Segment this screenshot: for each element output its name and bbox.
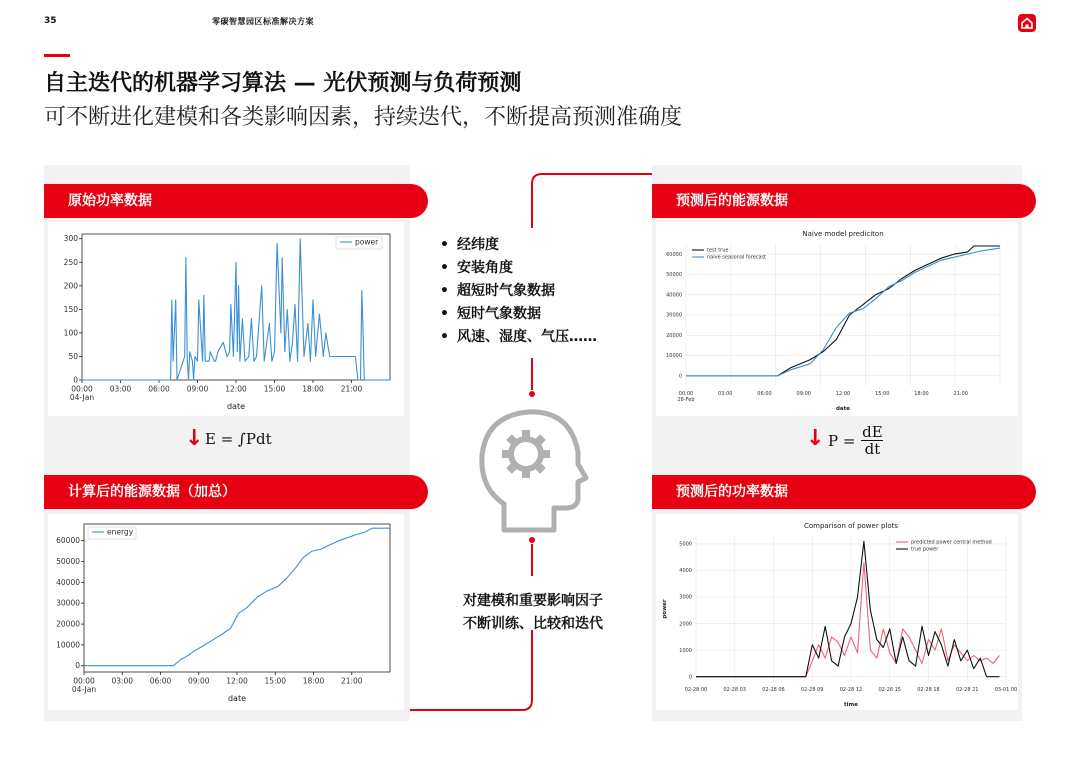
chart-title: Comparison of power plots bbox=[803, 522, 899, 530]
x-tick-label: 04-Jan bbox=[71, 685, 97, 694]
series-line-test-true bbox=[686, 246, 1000, 376]
y-tick-label: 10000 bbox=[666, 353, 682, 360]
x-tick-label: 15:00 bbox=[264, 676, 287, 686]
x-tick-label: 00:00 bbox=[678, 391, 694, 397]
y-tick-label: 50000 bbox=[666, 272, 682, 279]
y-tick-label: 60000 bbox=[666, 251, 682, 258]
y-tick-label: 4000 bbox=[679, 568, 692, 575]
x-tick-label: 09:00 bbox=[796, 391, 811, 397]
y-tick-label: 200 bbox=[63, 281, 78, 291]
formula-denominator: dt bbox=[864, 440, 881, 458]
formula-fraction bbox=[861, 424, 883, 457]
series-line-true-power bbox=[696, 541, 1000, 676]
y-tick-label: 250 bbox=[63, 257, 78, 267]
y-tick-label: 100 bbox=[63, 328, 78, 338]
document-title: 零碳智慧园区标准解决方案 bbox=[212, 17, 314, 26]
training-text-line: 不断训练、比较和迭代 bbox=[463, 616, 603, 632]
x-tick-label: 18:00 bbox=[302, 676, 325, 686]
x-tick-label: 09:00 bbox=[187, 676, 210, 686]
y-tick-label: 0 bbox=[688, 674, 692, 681]
legend-label: predicted power central method bbox=[911, 539, 992, 546]
factor-list bbox=[440, 234, 597, 349]
series-line-naive-seasonal-forecast bbox=[686, 248, 1000, 376]
banner-raw-power: 原始功率数据 bbox=[44, 184, 428, 218]
legend-label: test true bbox=[707, 247, 729, 254]
x-tick-label: 15:00 bbox=[263, 384, 286, 394]
legend-label: power bbox=[355, 237, 379, 247]
plot-frame bbox=[82, 234, 390, 380]
x-tick-label: 12:00 bbox=[226, 676, 248, 686]
y-tick-label: 0 bbox=[75, 661, 80, 671]
banner-predicted-power: 预测后的功率数据 bbox=[652, 475, 1036, 509]
chart-raw-power bbox=[48, 222, 404, 416]
y-tick-label: 1000 bbox=[679, 647, 692, 654]
x-tick-label: 04-Jan bbox=[69, 393, 95, 402]
training-text-line: 对建模和重要影响因子 bbox=[463, 593, 603, 609]
y-axis-label: power bbox=[662, 599, 668, 619]
formula-numerator: dE bbox=[862, 423, 883, 441]
factor-item: • 风速、湿度、气压…… bbox=[440, 326, 597, 349]
chart-computed-energy bbox=[48, 514, 404, 710]
chart-predicted-energy-svg bbox=[656, 222, 1018, 416]
y-tick-label: 0 bbox=[678, 373, 682, 380]
x-tick-label: 03:00 bbox=[109, 384, 132, 394]
formula-integral: E = ∫Pdt bbox=[205, 430, 272, 448]
x-tick-label: 02-28 06 bbox=[762, 687, 785, 693]
factor-item: • 超短时气象数据 bbox=[440, 280, 597, 303]
y-tick-label: 2000 bbox=[679, 621, 692, 628]
x-tick-label: 12:00 bbox=[835, 391, 851, 397]
training-text bbox=[440, 590, 626, 636]
down-arrow-icon: ↓ bbox=[806, 426, 825, 451]
y-tick-label: 40000 bbox=[666, 292, 682, 299]
x-axis-label: date bbox=[835, 406, 851, 412]
y-tick-label: 300 bbox=[63, 234, 78, 244]
factor-item: • 安装角度 bbox=[440, 257, 597, 280]
y-tick-label: 60000 bbox=[56, 536, 80, 546]
x-tick-label: 21:00 bbox=[953, 391, 968, 397]
x-tick-label: 12:00 bbox=[225, 384, 247, 394]
factor-item: • 经纬度 bbox=[440, 234, 597, 257]
chart-predicted-power-svg bbox=[656, 514, 1018, 710]
y-tick-label: 150 bbox=[63, 304, 78, 314]
chart-raw-power-svg bbox=[48, 222, 404, 416]
x-tick-label: 02-28 00 bbox=[684, 687, 708, 693]
banner-predicted-energy: 预测后的能源数据 bbox=[652, 184, 1036, 218]
series-line-energy bbox=[84, 528, 390, 666]
formula-derivative bbox=[828, 424, 883, 457]
down-arrow-icon: ↓ bbox=[185, 426, 204, 451]
chart-title: Naive model prediciton bbox=[802, 230, 884, 238]
page-title: 自主迭代的机器学习算法 — 光伏预测与负荷预测 bbox=[44, 71, 522, 96]
y-tick-label: 20000 bbox=[666, 332, 682, 339]
x-tick-label: 18:00 bbox=[914, 391, 929, 397]
formula-lhs: P = bbox=[828, 431, 856, 450]
y-tick-label: 0 bbox=[73, 375, 78, 385]
x-tick-label: 03:00 bbox=[111, 676, 134, 686]
chart-computed-energy-svg bbox=[48, 514, 404, 710]
accent-bar bbox=[44, 54, 70, 57]
x-tick-label: 28-Feb bbox=[677, 397, 695, 403]
x-tick-label: 15:00 bbox=[875, 391, 890, 397]
x-tick-label: 02-28 09 bbox=[801, 687, 824, 693]
chart-predicted-power bbox=[656, 514, 1018, 710]
head-gear-icon bbox=[474, 404, 590, 534]
factor-item: • 短时气象数据 bbox=[440, 303, 597, 326]
x-tick-label: 00:00 bbox=[71, 384, 93, 394]
page-number: 35 bbox=[44, 16, 57, 26]
x-tick-label: 03-01 00 bbox=[994, 687, 1018, 693]
y-tick-label: 30000 bbox=[56, 598, 80, 608]
x-tick-label: 06:00 bbox=[757, 391, 772, 397]
y-tick-label: 5000 bbox=[679, 541, 692, 548]
y-tick-label: 3000 bbox=[679, 594, 692, 601]
x-tick-label: 02-28 03 bbox=[723, 687, 746, 693]
legend-label: true power bbox=[911, 546, 939, 553]
x-tick-label: 02-28 21 bbox=[956, 687, 979, 693]
x-axis-label: date bbox=[226, 402, 246, 411]
home-logo-icon bbox=[1018, 14, 1036, 32]
x-tick-label: 06:00 bbox=[148, 384, 170, 394]
y-tick-label: 50000 bbox=[56, 557, 80, 567]
legend-label: energy bbox=[107, 527, 134, 537]
y-tick-label: 50 bbox=[68, 351, 78, 361]
y-tick-label: 30000 bbox=[666, 312, 682, 319]
page-subtitle: 可不断进化建模和各类影响因素，持续迭代，不断提高预测准确度 bbox=[44, 105, 683, 130]
series-line-predicted-power-central-method bbox=[696, 563, 1000, 677]
plot-frame bbox=[84, 524, 390, 672]
x-tick-label: 21:00 bbox=[340, 384, 363, 394]
x-tick-label: 21:00 bbox=[340, 676, 363, 686]
legend-label: naive seasonal forecast bbox=[707, 254, 767, 261]
x-tick-label: 09:00 bbox=[186, 384, 209, 394]
series-line-power bbox=[82, 239, 390, 380]
x-tick-label: 00:00 bbox=[73, 676, 95, 686]
x-tick-label: 03:00 bbox=[718, 391, 733, 397]
x-axis-label: time bbox=[844, 702, 858, 708]
x-axis-label: date bbox=[227, 694, 247, 703]
y-tick-label: 40000 bbox=[56, 577, 80, 587]
chart-predicted-energy bbox=[656, 222, 1018, 416]
x-tick-label: 18:00 bbox=[302, 384, 324, 394]
x-tick-label: 02-28 12 bbox=[839, 687, 863, 693]
banner-computed-energy: 计算后的能源数据（加总） bbox=[44, 475, 428, 509]
y-tick-label: 20000 bbox=[56, 619, 80, 629]
y-tick-label: 10000 bbox=[56, 640, 80, 650]
x-tick-label: 02-28 18 bbox=[917, 687, 940, 693]
x-tick-label: 02-28 15 bbox=[878, 687, 901, 693]
x-tick-label: 06:00 bbox=[149, 676, 172, 686]
